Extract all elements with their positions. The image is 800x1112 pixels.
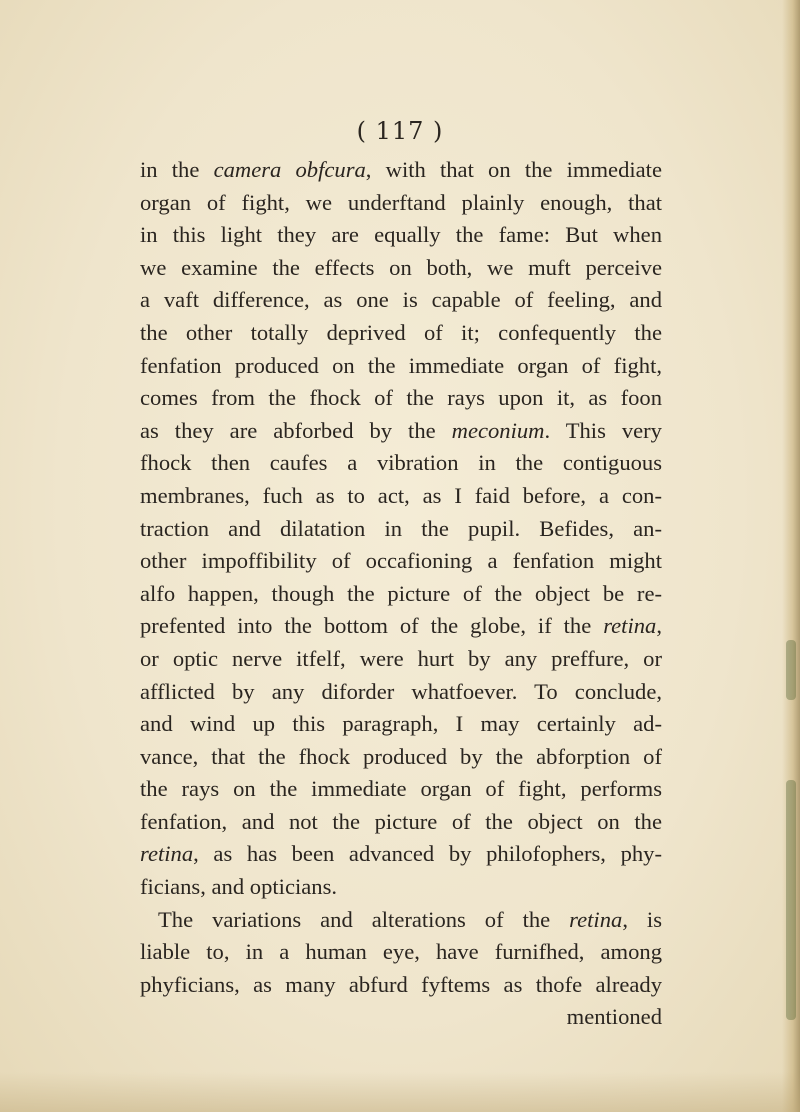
text-line: afflicted by any diforder whatfoever. To conclude, <box>140 678 662 704</box>
edge-stain <box>786 780 796 1020</box>
text-line: and wind up this paragraph, I may certainly ad- <box>140 711 662 737</box>
text-line: as they are abforbed by the meconium. This very <box>140 417 662 443</box>
text-line: phyficians, as many abfurd fyftems as thofe already <box>140 971 662 997</box>
catchword: mentioned <box>566 1004 662 1030</box>
text-line: membranes, fuch as to act, as I faid before, a con- <box>140 482 662 508</box>
text-line: in this light they are equally the fame: But when <box>140 222 662 248</box>
body-text <box>140 154 662 1034</box>
text-line: in the camera obfcura, with that on the immediate <box>140 157 662 182</box>
page-edge-bottom <box>0 1072 800 1112</box>
text-line: the other totally deprived of it; confequently the <box>140 319 662 345</box>
text-line: the rays on the immediate organ of fight, performs <box>140 776 662 802</box>
page-number: ( 117 ) <box>356 117 444 145</box>
text-line: prefented into the bottom of the globe, if the retina, <box>140 613 662 639</box>
text-line: comes from the fhock of the rays upon it, as foon <box>140 385 662 411</box>
text-line: liable to, in a human eye, have furnifhed, among <box>140 939 662 965</box>
text-line: retina, as has been advanced by philofophers, phy- <box>140 841 662 867</box>
text-line: traction and dilatation in the pupil. Befides, an- <box>140 515 662 541</box>
text-line: a vaft difference, as one is capable of feeling, and <box>140 287 662 313</box>
text-line: The variations and alterations of the retina, is <box>158 906 662 932</box>
text-line: alfo happen, though the picture of the object be re- <box>140 580 662 606</box>
edge-stain <box>786 640 796 700</box>
text-line: or optic nerve itfelf, were hurt by any preffure, or <box>140 645 662 671</box>
text-line: fhock then caufes a vibration in the contiguous <box>140 450 662 476</box>
text-line: fenfation, and not the picture of the object on the <box>140 808 662 834</box>
text-line: organ of fight, we underftand plainly enough, that <box>140 189 662 215</box>
text-line: vance, that the fhock produced by the abforption of <box>140 743 662 769</box>
text-line: ficians, and opticians. <box>140 874 338 900</box>
text-line: other impoffibility of occafioning a fenfation might <box>140 548 662 574</box>
text-line: fenfation produced on the immediate organ of fight, <box>140 352 662 378</box>
text-line: we examine the effects on both, we muft perceive <box>140 254 662 280</box>
